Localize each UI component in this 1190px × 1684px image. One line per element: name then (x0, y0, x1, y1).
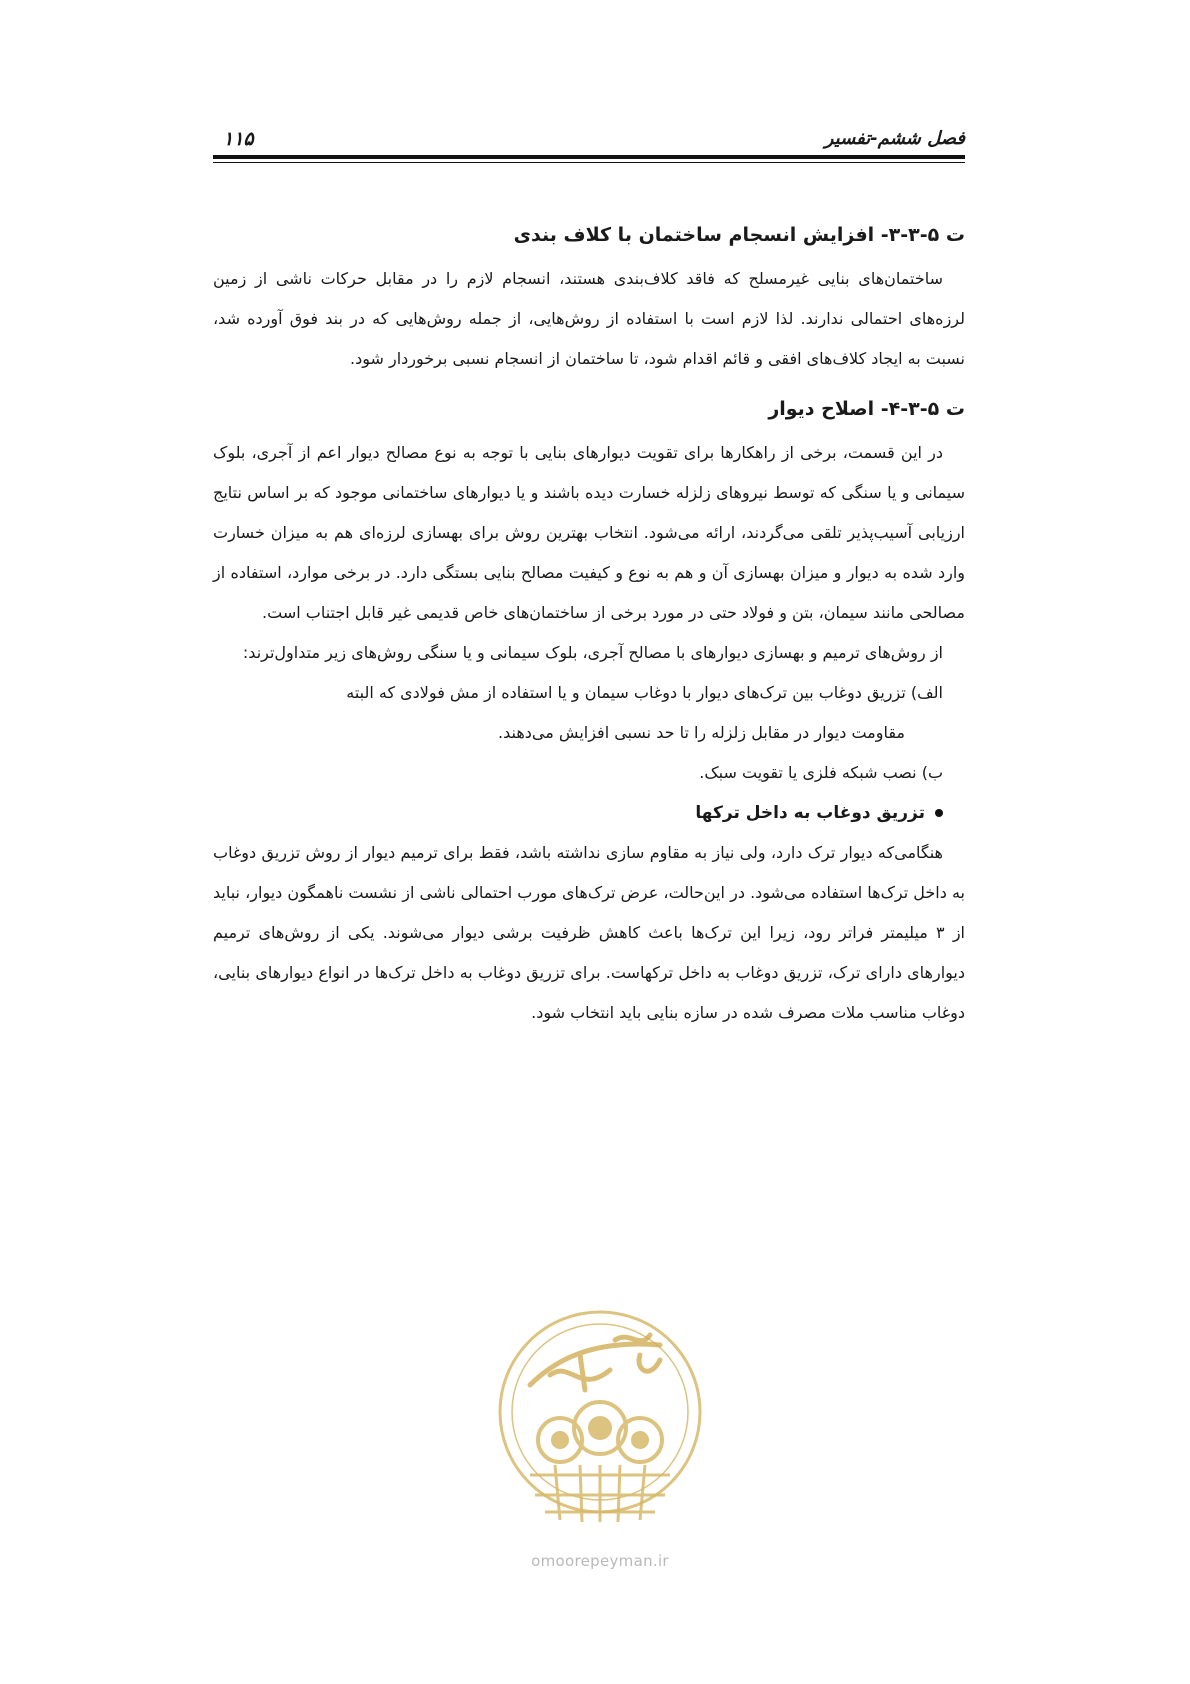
list-item-b: ب) نصب شبکه فلزی یا تقویت سبک. (699, 763, 943, 782)
list-item-a-line1: الف) تزریق دوغاب بین ترک‌های دیوار با دوغاب سیمان و یا استفاده از مش فولادی که البته (346, 683, 943, 702)
list-item-a (213, 673, 943, 753)
bullet-heading (213, 793, 943, 833)
header-rule-thick (213, 155, 965, 159)
paragraph-methods-intro: از روش‌های ترمیم و بهسازی دیوارهای با مصالح آجری، بلوک سیمانی و یا سنگی روش‌های زیر متداول‌ترند: (242, 643, 943, 662)
paragraph-grout-injection: هنگامی‌که دیوار ترک دارد، ولی نیاز به مقاوم سازی نداشته باشد، فقط برای ترمیم دیوار از روش تزریق دوغاب به داخل ترک‌ها استفاده می‌شود. در این‌حالت، عرض ترک‌های مورب احتمالی ناشی از نشست ناهمگون دیوار، نباید از ۳ میلیمتر فراتر رود، زیرا این ترک‌ها باعث کاهش ظرفیت برشی دیوار می‌شوند. یکی از روش‌های ترمیم دیوارهای دارای ترک، تزریق دوغاب به داخل ترکهاست. برای تزریق دوغاب به داخل ترک‌ها در انواع دیوارهای بنایی، دوغاب مناسب ملات مصرف شده در سازه بنایی باید انتخاب شود. (213, 843, 966, 1022)
section-heading-wall-repair: ت ۵-۳-۴- اصلاح دیوار (768, 398, 965, 420)
paragraph-integrity: ساختمان‌های بنایی غیرمسلح که فاقد کلاف‌بندی هستند، انسجام لازم را در مقابل حرکات ناشی از زمین لرزه‌های احتمالی ندارند. لذا لازم است با استفاده از روش‌هایی، از جمله روش‌هایی که در بند فوق آورده شد، نسبت به ایجاد کلاف‌های افقی و قائم اقدام شود، تا ساختمان از انسجام نسبی برخوردار شود. (213, 269, 965, 368)
paragraph-wall-repair-intro: در این قسمت، برخی از راهکارها برای تقویت دیوارهای بنایی با توجه به نوع مصالح دیوار اعم از آجری، بلوک سیمانی و یا سنگی که توسط نیروهای زلزله خسارت دیده باشند و یا دیوارهای ساختمانی موجود که بر اساس نتایج ارزیابی آسیب‌پذیر تلقی می‌گردند، ارائه می‌شود. انتخاب بهترین روش برای بهسازی لرزه‌ای هم به میزان خسارت وارد شده به دیوار و میزان بهسازی آن و هم به نوع و کیفیت مصالح بنایی بستگی دارد. در برخی موارد، استفاده از مصالحی مانند سیمان، بتن و فولاد حتی در مورد برخی از ساختمان‌های خاص قدیمی غیر قابل اجتناب است. (213, 443, 965, 622)
section-heading-integrity: ت ۵-۳-۳- افزایش انسجام ساختمان با کلاف بندی (513, 224, 965, 246)
bullet-heading-text: تزریق دوغاب به داخل ترکها (695, 803, 925, 823)
page-number: ۱۱۵ (223, 128, 254, 150)
bullet-dot-icon (935, 809, 943, 817)
list-item-a-line2: مقاومت دیوار در مقابل زلزله را تا حد نسبی افزایش می‌دهند. (498, 723, 905, 742)
watermark-logo (490, 1300, 710, 1570)
header-rule-thin (213, 162, 965, 163)
watermark-site: omoorepeyman.ir (531, 1552, 669, 1570)
body-content (213, 215, 965, 1033)
chapter-title: فصل ششم-تفسیر (824, 128, 965, 149)
seal-icon (490, 1300, 710, 1550)
